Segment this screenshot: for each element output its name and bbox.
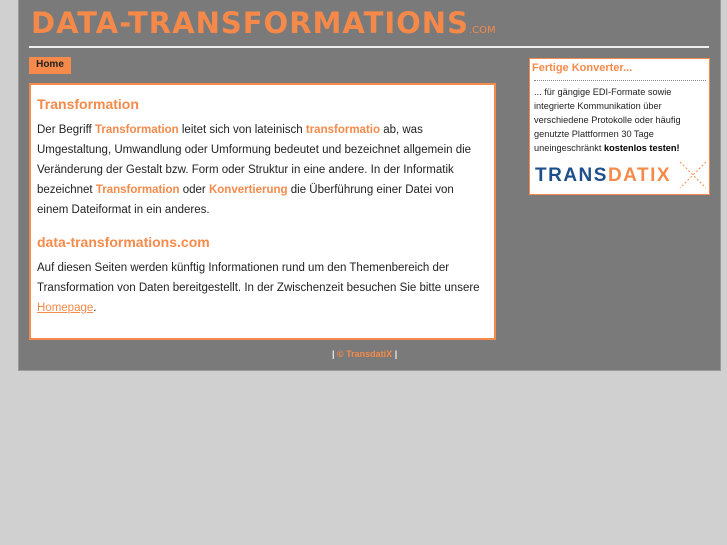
text-segment: Auf diesen Seiten werden künftig Informationen rund um den Themenbereich der Transformation von Daten bereitgestellt. In der Zwischenzeit besuchen Sie bitte unsere (37, 262, 480, 294)
homepage-link[interactable]: Homepage (37, 302, 94, 314)
header-divider (29, 46, 709, 48)
site-logo[interactable] (31, 6, 496, 42)
nav-home-tab[interactable]: Home (29, 57, 71, 74)
highlight-term: Transformation (94, 124, 179, 136)
highlight-term: Konvertierung (208, 184, 288, 196)
logo-tld-text: .COM (468, 25, 496, 36)
sidebar-text (534, 85, 705, 155)
footer-separator: | (392, 349, 398, 359)
sidebar-cta-bold: kostenlos testen! (603, 143, 680, 153)
heading-transformation: Transformation (37, 96, 139, 112)
sidebar-title: Fertige Konverter... (532, 62, 633, 74)
transdatix-logo[interactable] (534, 160, 706, 190)
text-segment: ab, was Umgestaltung, Umwandlung oder Umformung bedeutet und bezeichnet allgemein die Veränderung der Gestalt bzw. Form oder Struktur in eine andere. In der Informatik bezeichnet (37, 124, 472, 196)
logo-trans-text: TRANSDATIX (535, 165, 672, 186)
transdatix-logo-graphic (534, 160, 706, 190)
heading-site-name: data-transformations.com (37, 234, 210, 250)
text-segment: ... für gängige EDI-Formate sowie integrierte Kommunikation über verschiedene Protokolle oder häufig genutzte Plattformen 30 Tage uneingeschränkt (534, 87, 681, 153)
text-segment: oder (179, 184, 209, 196)
paragraph-site-info (37, 258, 488, 318)
text-segment: leitet sich von lateinisch (178, 124, 306, 136)
sidebar-divider (534, 80, 706, 81)
main-content-box (29, 83, 496, 340)
logo-main-text: DATA-TRANSFORMATIONS (31, 6, 469, 40)
footer-separator: | (332, 349, 338, 359)
page-wrapper (18, 0, 721, 371)
highlight-term: transformatio (305, 124, 380, 136)
text-segment: Der Begriff (37, 124, 95, 136)
paragraph-transformation (37, 120, 488, 220)
highlight-term: Transformation (95, 184, 180, 196)
sidebar-promo-box (529, 58, 710, 195)
text-segment: . (93, 302, 97, 314)
footer-copyright-link[interactable]: © TransdatiX (337, 349, 393, 359)
text-segment: die Überführung einer Datei von einem Dateiformat in ein anderes. (37, 184, 454, 216)
